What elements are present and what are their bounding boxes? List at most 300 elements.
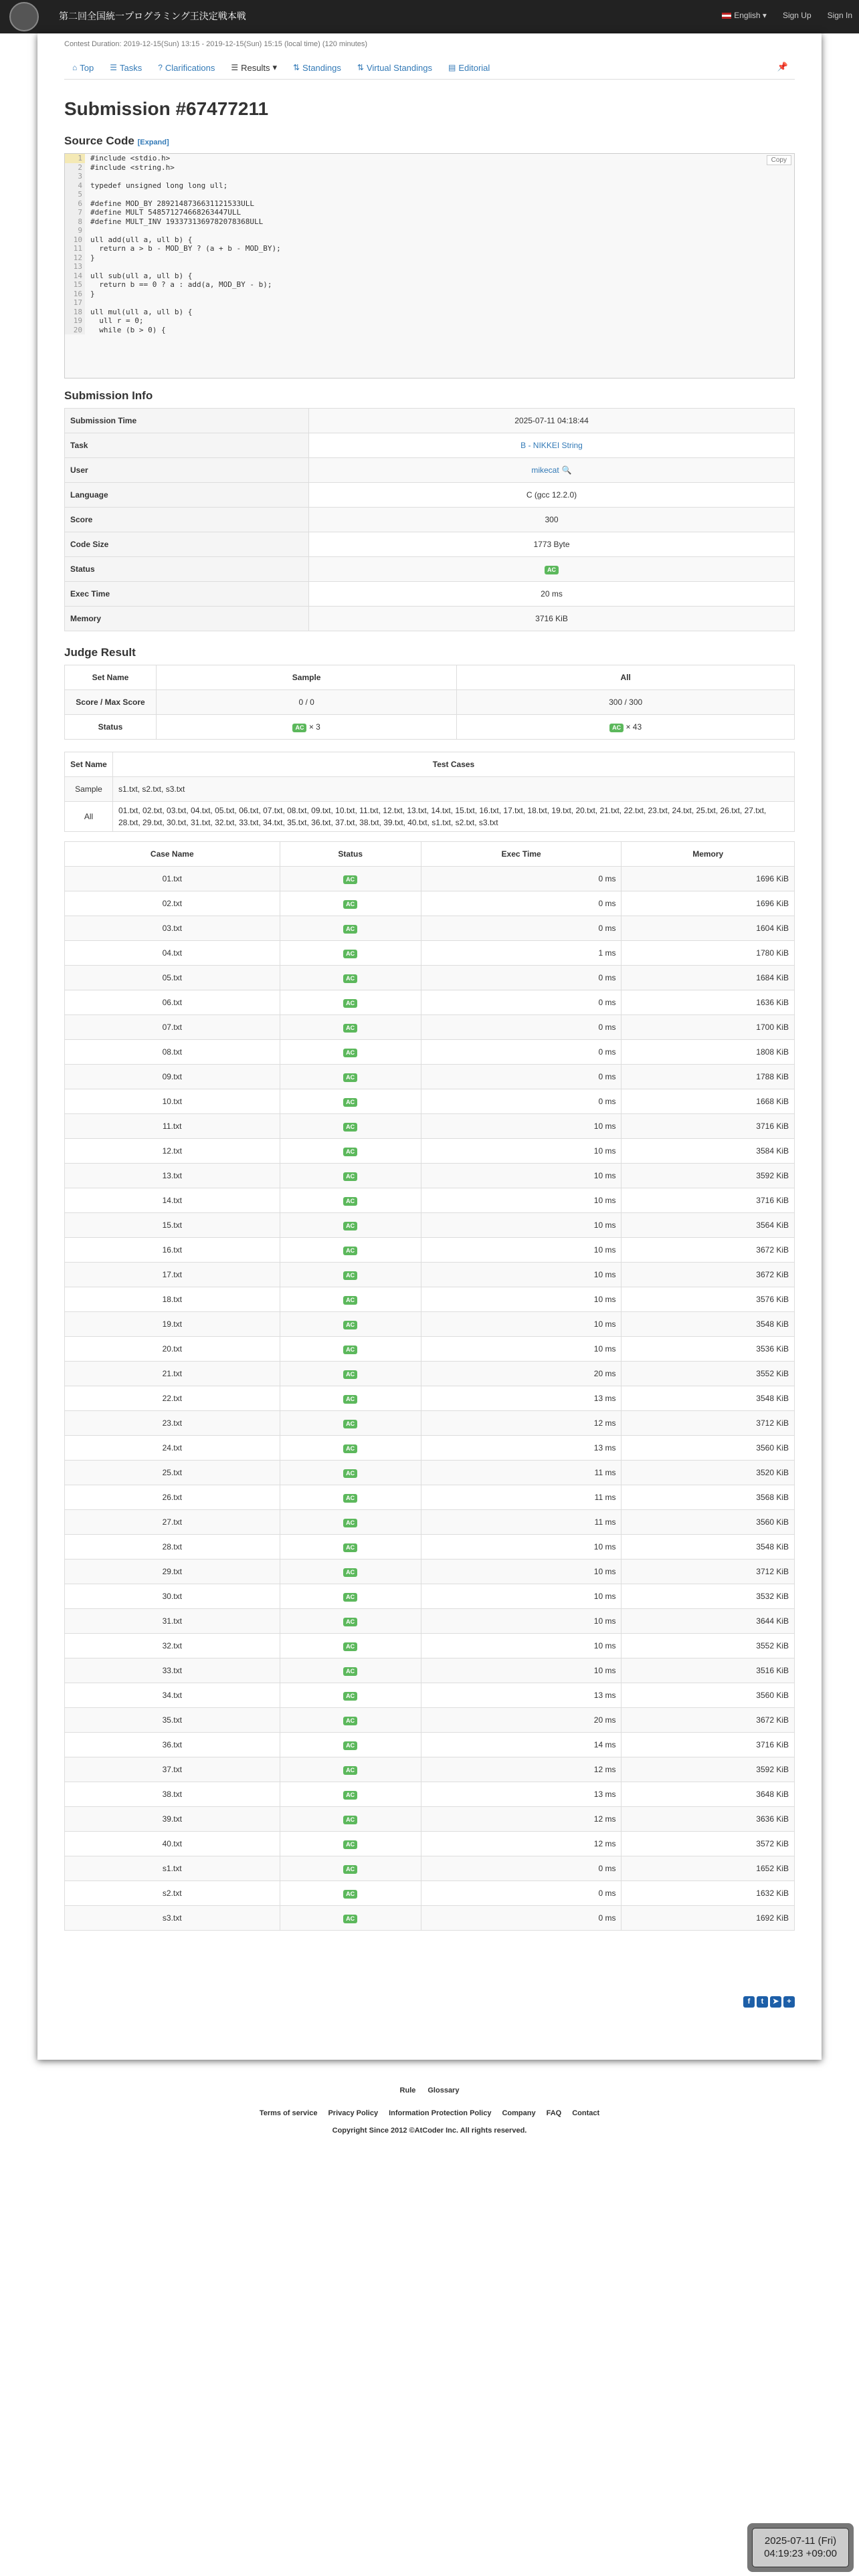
code-line [65, 298, 794, 308]
case-exec-time: 13 ms [421, 1782, 622, 1807]
task-link[interactable]: B - NIKKEI String [520, 441, 583, 450]
case-exec-time: 0 ms [421, 990, 622, 1015]
table-row [65, 1485, 795, 1510]
case-exec-time: 0 ms [421, 1065, 622, 1089]
case-exec-time: 13 ms [421, 1436, 622, 1461]
atcoder-logo[interactable] [9, 2, 39, 31]
line-number: 18 [65, 308, 85, 317]
info-value [309, 532, 795, 557]
clock-display [752, 2528, 849, 2567]
info-value [309, 508, 795, 532]
line-number: 13 [65, 262, 85, 272]
case-exec-time: 10 ms [421, 1164, 622, 1188]
case-name: 11.txt [65, 1114, 280, 1139]
case-name: 22.txt [65, 1386, 280, 1411]
main-container [37, 33, 822, 2060]
code-text [85, 172, 90, 181]
line-number: 14 [65, 272, 85, 281]
table-row [65, 532, 795, 557]
col-header: Exec Time [421, 842, 622, 867]
status-badge: AC [545, 566, 559, 574]
col-header: Status [280, 842, 421, 867]
case-name: 21.txt [65, 1362, 280, 1386]
sort-icon: ⇅ [292, 63, 300, 72]
code-text: return a > b - MOD_BY ? (a + b - MOD_BY); [90, 244, 281, 253]
case-exec-time: 0 ms [421, 1040, 622, 1065]
table-row [65, 582, 795, 607]
code-text: #define MOD_BY 2892148736631121533ULL [90, 199, 255, 208]
info-value [309, 458, 795, 483]
table-row [65, 1139, 795, 1164]
case-status [280, 1337, 421, 1362]
case-exec-time: 10 ms [421, 1535, 622, 1560]
status-badge: AC [609, 724, 624, 732]
table-row [65, 916, 795, 941]
case-status [280, 1609, 421, 1634]
case-memory: 3592 KiB [622, 1164, 795, 1188]
line-number: 19 [65, 316, 85, 326]
line-number: 12 [65, 253, 85, 263]
case-status [280, 1312, 421, 1337]
case-status [280, 867, 421, 891]
code-line [65, 326, 794, 335]
case-exec-time: 10 ms [421, 1188, 622, 1213]
table-row: Status AC × 3 AC × 43 [65, 715, 795, 740]
case-name: 03.txt [65, 916, 280, 941]
case-exec-time: 14 ms [421, 1733, 622, 1757]
status-badge: AC [343, 1444, 357, 1453]
table-row [65, 1263, 795, 1287]
case-name: 32.txt [65, 1634, 280, 1658]
clock-date: 2025-07-11 (Fri) [764, 2535, 837, 2547]
case-name: 26.txt [65, 1485, 280, 1510]
table-row [65, 1312, 795, 1337]
case-exec-time: 12 ms [421, 1411, 622, 1436]
case-name: 20.txt [65, 1337, 280, 1362]
case-memory: 3576 KiB [622, 1287, 795, 1312]
code-line [65, 199, 794, 209]
status-badge: AC [343, 1370, 357, 1379]
case-status [280, 1040, 421, 1065]
info-value [309, 557, 795, 582]
status-badge: AC [343, 1593, 357, 1602]
uk-flag-icon [722, 13, 731, 19]
case-name: 12.txt [65, 1139, 280, 1164]
line-number: 16 [65, 290, 85, 299]
case-exec-time: 11 ms [421, 1510, 622, 1535]
case-name: s2.txt [65, 1881, 280, 1906]
case-memory: 3560 KiB [622, 1683, 795, 1708]
footer-link[interactable]: Privacy Policy [328, 2109, 379, 2117]
fixed-clock [747, 2523, 854, 2572]
info-label: Status [65, 557, 309, 582]
case-memory: 3648 KiB [622, 1782, 795, 1807]
case-memory: 3564 KiB [622, 1213, 795, 1238]
status-badge: AC [343, 950, 357, 958]
case-memory: 3516 KiB [622, 1658, 795, 1683]
footer-link[interactable]: Glossary [427, 2086, 460, 2095]
case-name: 18.txt [65, 1287, 280, 1312]
code-line [65, 208, 794, 217]
case-exec-time: 0 ms [421, 867, 622, 891]
code-line [65, 244, 794, 253]
status-badge: AC [343, 925, 357, 934]
info-label: Language [65, 483, 309, 508]
case-name: 01.txt [65, 867, 280, 891]
footer-link[interactable]: Company [502, 2109, 536, 2117]
table-row [65, 607, 795, 631]
status-badge: AC [343, 1667, 357, 1676]
case-name: 36.txt [65, 1733, 280, 1757]
copyright: Copyright Since 2012 ©AtCoder Inc. All rights reserved. [332, 2127, 527, 2135]
status-badge: AC [343, 1766, 357, 1775]
table-row [65, 483, 795, 508]
code-text: ull mul(ull a, ull b) { [90, 307, 193, 316]
set-cases: s1.txt, s2.txt, s3.txt [113, 777, 795, 802]
twitter-icon[interactable]: t [757, 1996, 768, 2008]
case-status [280, 1362, 421, 1386]
info-value [309, 483, 795, 508]
info-value [309, 433, 795, 458]
code-text: } [90, 289, 95, 298]
table-row [65, 1337, 795, 1362]
case-exec-time: 0 ms [421, 1906, 622, 1931]
case-exec-time: 13 ms [421, 1386, 622, 1411]
sign-in-link[interactable]: Sign In [827, 11, 852, 20]
case-name: 02.txt [65, 891, 280, 916]
info-value [309, 607, 795, 631]
status-badge: AC [343, 1915, 357, 1923]
case-exec-time: 10 ms [421, 1114, 622, 1139]
case-name: 39.txt [65, 1807, 280, 1832]
tab-standings[interactable]: ⇅ Standings [292, 62, 341, 73]
case-memory: 1692 KiB [622, 1906, 795, 1931]
case-memory: 1668 KiB [622, 1089, 795, 1114]
case-name: 25.txt [65, 1461, 280, 1485]
clock-time: 04:19:23 +09:00 [764, 2548, 837, 2559]
tab-virtual-standings[interactable]: ⇅ Virtual Standings [357, 62, 432, 73]
case-status [280, 1510, 421, 1535]
status-badge: AC [343, 1543, 357, 1552]
case-status [280, 1114, 421, 1139]
share-plus-icon[interactable]: + [783, 1996, 795, 2008]
status-badge: AC [343, 1321, 357, 1329]
case-name: 27.txt [65, 1510, 280, 1535]
case-memory: 3560 KiB [622, 1510, 795, 1535]
table-row [65, 1164, 795, 1188]
code-text: #include <string.h> [90, 163, 175, 172]
status-badge: AC [343, 1197, 357, 1206]
case-status [280, 1461, 421, 1485]
table-row [65, 867, 795, 891]
case-exec-time: 11 ms [421, 1485, 622, 1510]
info-value [309, 409, 795, 433]
col-test-cases: Test Cases [113, 752, 795, 777]
case-name: 13.txt [65, 1164, 280, 1188]
case-status [280, 1584, 421, 1609]
table-row [65, 1906, 795, 1931]
home-icon: ⌂ [72, 63, 78, 72]
info-label: Memory [65, 607, 309, 631]
user-link[interactable]: mikecat [531, 465, 559, 475]
case-name: 04.txt [65, 941, 280, 966]
info-text: 300 [545, 515, 559, 524]
line-number: 4 [65, 181, 85, 191]
status-badge: AC [343, 974, 357, 983]
tab-tasks[interactable]: ☰ Tasks [110, 62, 142, 73]
case-memory: 3552 KiB [622, 1362, 795, 1386]
case-memory: 1696 KiB [622, 891, 795, 916]
footer-link[interactable]: Contact [572, 2109, 600, 2117]
status-badge: AC [343, 1271, 357, 1280]
test-cases-table [64, 841, 795, 1931]
case-exec-time: 10 ms [421, 1238, 622, 1263]
case-status [280, 1832, 421, 1856]
col-header: Case Name [65, 842, 280, 867]
case-exec-time: 0 ms [421, 1881, 622, 1906]
case-status [280, 1535, 421, 1560]
status-badge: AC [343, 1692, 357, 1701]
code-line [65, 226, 794, 235]
footer-link[interactable]: Rule [399, 2086, 416, 2095]
case-memory: 3636 KiB [622, 1807, 795, 1832]
book-icon: ▤ [448, 63, 456, 72]
judge-result-table [64, 665, 795, 740]
status-badge: AC [343, 1222, 357, 1230]
case-exec-time: 0 ms [421, 916, 622, 941]
table-row [65, 1188, 795, 1213]
case-status [280, 1782, 421, 1807]
table-row [65, 802, 795, 832]
set-name: Sample [65, 777, 113, 802]
contest-title[interactable]: 第二回全国統一プログラミング王決定戦本戦 [59, 11, 246, 21]
code-line [65, 262, 794, 272]
code-line [65, 272, 794, 281]
code-line [65, 280, 794, 290]
info-text: C (gcc 12.2.0) [526, 490, 577, 500]
table-row [65, 1856, 795, 1881]
code-line [65, 290, 794, 299]
info-label: Code Size [65, 532, 309, 557]
line-number: 8 [65, 217, 85, 227]
status-badge: AC [343, 1791, 357, 1800]
table-row [65, 891, 795, 916]
case-memory: 1632 KiB [622, 1881, 795, 1906]
status-badge: AC [343, 1741, 357, 1750]
case-exec-time: 1 ms [421, 941, 622, 966]
code-line [65, 253, 794, 263]
facebook-icon[interactable]: f [743, 1996, 755, 2008]
case-memory: 3572 KiB [622, 1832, 795, 1856]
case-status [280, 1287, 421, 1312]
status-badge: AC [343, 1494, 357, 1503]
expand-link[interactable]: [Expand] [137, 138, 169, 146]
table-row [65, 1535, 795, 1560]
list-icon: ☰ [231, 63, 239, 72]
table-row [65, 1461, 795, 1485]
info-label: Score [65, 508, 309, 532]
navbar-right [722, 11, 852, 20]
tab-editorial[interactable]: ▤ Editorial [448, 62, 490, 73]
case-status [280, 1807, 421, 1832]
case-memory: 3552 KiB [622, 1634, 795, 1658]
code-text: while (b > 0) { [90, 325, 166, 334]
status-badge: AC [343, 875, 357, 884]
case-name: 29.txt [65, 1560, 280, 1584]
table-row [65, 1658, 795, 1683]
status-badge: AC [343, 1816, 357, 1824]
case-memory: 1652 KiB [622, 1856, 795, 1881]
table-row [65, 1089, 795, 1114]
code-line [65, 308, 794, 317]
case-name: 28.txt [65, 1535, 280, 1560]
case-exec-time: 0 ms [421, 891, 622, 916]
tab-results[interactable]: ☰ Results ▾ [231, 62, 277, 73]
status-badge: AC [343, 1469, 357, 1478]
table-row [65, 1065, 795, 1089]
case-status [280, 1164, 421, 1188]
table-row [65, 1881, 795, 1906]
case-name: 31.txt [65, 1609, 280, 1634]
sample-score: 0 / 0 [157, 690, 457, 715]
case-status [280, 1658, 421, 1683]
case-memory: 3532 KiB [622, 1584, 795, 1609]
status-badge: AC [292, 724, 306, 732]
case-memory: 3716 KiB [622, 1114, 795, 1139]
tab-top[interactable]: ⌂ Top [72, 62, 94, 73]
status-badge: AC [343, 1717, 357, 1725]
contest-tabs [64, 56, 795, 80]
case-status [280, 1213, 421, 1238]
top-navbar [0, 0, 859, 33]
case-status [280, 1263, 421, 1287]
line-number: 20 [65, 326, 85, 335]
case-memory: 3672 KiB [622, 1708, 795, 1733]
col-set-name: Set Name [65, 665, 157, 690]
source-code-block[interactable] [64, 153, 795, 379]
status-badge: AC [343, 1024, 357, 1033]
case-status [280, 1089, 421, 1114]
case-status [280, 1139, 421, 1164]
table-row [65, 1287, 795, 1312]
footer-link[interactable]: Information Protection Policy [389, 2109, 492, 2117]
col-sample: Sample [157, 665, 457, 690]
case-exec-time: 0 ms [421, 1015, 622, 1040]
case-status [280, 966, 421, 990]
page-title: Submission #67477211 [64, 98, 269, 119]
status-badge: AC [343, 1296, 357, 1305]
footer-link[interactable]: FAQ [546, 2109, 562, 2117]
info-label: Submission Time [65, 409, 309, 433]
case-name: 07.txt [65, 1015, 280, 1040]
table-row [65, 1807, 795, 1832]
copy-button[interactable]: Copy [767, 155, 791, 165]
footer-link[interactable]: Terms of service [259, 2109, 318, 2117]
case-exec-time: 10 ms [421, 1609, 622, 1634]
case-status [280, 1411, 421, 1436]
table-row [65, 1634, 795, 1658]
line-number: 5 [65, 190, 85, 199]
search-icon[interactable]: 🔍 [561, 465, 572, 475]
telegram-icon[interactable]: ➤ [770, 1996, 781, 2008]
pin-icon[interactable]: 📌 [777, 62, 788, 72]
case-status [280, 1733, 421, 1757]
code-line [65, 190, 794, 199]
case-name: 17.txt [65, 1263, 280, 1287]
case-status [280, 916, 421, 941]
case-memory: 3520 KiB [622, 1461, 795, 1485]
case-status [280, 1683, 421, 1708]
case-memory: 1780 KiB [622, 941, 795, 966]
code-text: #define MULT 548571274668263447ULL [90, 208, 242, 217]
line-number: 6 [65, 199, 85, 209]
code-text: ull add(ull a, ull b) { [90, 235, 193, 244]
table-row [65, 1238, 795, 1263]
case-name: s1.txt [65, 1856, 280, 1881]
case-name: 06.txt [65, 990, 280, 1015]
case-memory: 3548 KiB [622, 1535, 795, 1560]
case-name: 15.txt [65, 1213, 280, 1238]
code-text: ull r = 0; [90, 316, 144, 325]
status-badge: AC [343, 1865, 357, 1874]
case-exec-time: 10 ms [421, 1634, 622, 1658]
table-row [65, 557, 795, 582]
table-row [65, 1832, 795, 1856]
case-name: 10.txt [65, 1089, 280, 1114]
table-row [65, 1560, 795, 1584]
case-exec-time: 12 ms [421, 1807, 622, 1832]
table-row [65, 458, 795, 483]
status-badge: AC [343, 900, 357, 909]
table-row [65, 409, 795, 433]
table-row [65, 1609, 795, 1634]
case-status [280, 941, 421, 966]
case-name: 23.txt [65, 1411, 280, 1436]
case-memory: 1696 KiB [622, 867, 795, 891]
language-label: English [734, 11, 761, 20]
line-number: 15 [65, 280, 85, 290]
case-name: 14.txt [65, 1188, 280, 1213]
tab-clarifications[interactable]: ? Clarifications [158, 62, 215, 73]
case-memory: 3644 KiB [622, 1609, 795, 1634]
code-line [65, 163, 794, 173]
case-status [280, 891, 421, 916]
table-row [65, 1782, 795, 1807]
case-memory: 3568 KiB [622, 1485, 795, 1510]
table-row [65, 508, 795, 532]
judge-result-heading: Judge Result [64, 646, 136, 659]
case-exec-time: 10 ms [421, 1263, 622, 1287]
case-status [280, 1386, 421, 1411]
table-row [65, 1040, 795, 1065]
case-memory: 3672 KiB [622, 1263, 795, 1287]
table-row [65, 1436, 795, 1461]
case-name: 30.txt [65, 1584, 280, 1609]
case-memory: 1788 KiB [622, 1065, 795, 1089]
sign-up-link[interactable]: Sign Up [782, 11, 812, 20]
case-memory: 3584 KiB [622, 1139, 795, 1164]
share-buttons [743, 1996, 795, 2008]
case-status [280, 1856, 421, 1881]
case-memory: 1684 KiB [622, 966, 795, 990]
code-text [85, 226, 90, 235]
case-status [280, 1188, 421, 1213]
status-badge: AC [343, 1148, 357, 1156]
contest-duration: Contest Duration: 2019-12-15(Sun) 13:15 - 2019-12-15(Sun) 15:15 (local time) (120 minutes) [64, 40, 368, 48]
case-exec-time: 12 ms [421, 1757, 622, 1782]
case-exec-time: 20 ms [421, 1708, 622, 1733]
language-dropdown[interactable]: English ▾ [722, 11, 767, 20]
